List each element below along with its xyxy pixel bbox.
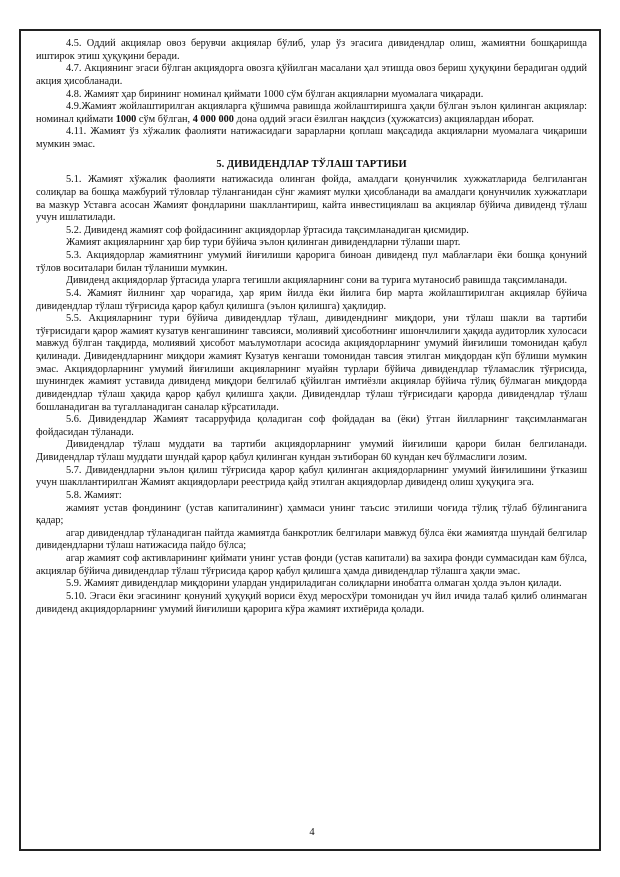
paragraph-5-8-item-3: агар жамият соф активларининг қиймати унинг устав фонди (устав капитали) ва захира фонди суммасидан кам бўлса, акциялар бўйича дивидендлар тўлаш тўғрисида қарор қабул қилишга ҳамда дивидендлар тўлашга ҳақли эмас. [36,553,587,577]
paragraph-5-2: 5.2. Дивиденд жамият соф фойдасининг акциядорлар ўртасида тақсимланадиган қисмидир. [66,224,469,236]
paragraph-4-5: 4.5. Оддий акциялар овоз берувчи акциялар бўлиб, улар ўз эгасига дивидендлар олиш, жамиятни бошқаришда иштирок этиш ҳуқуқини беради. [36,38,587,62]
section-title: 5. ДИВИДЕНДЛАР ТЎЛАШ ТАРТИБИ [216,158,407,170]
paragraph-5-3: 5.3. Акциядорлар жамиятнинг умумий йиғилиши қарорига биноан дивиденд пул маблағлари ёки бошқа қонуний тўлов воситалари билан тўланиши мумкин. [36,250,587,274]
document-page [19,29,601,851]
paragraph-5-2-cont: Жамият акцияларнинг ҳар бир тури бўйича эълон қилинган дивидендларни тўлаши шарт. [66,237,461,249]
document-body [36,38,587,616]
paragraph-5-5: 5.5. Акцияларнинг тури бўйича дивидендлар тўлаш, дивиденднинг миқдори, уни тўлаш шакли ва тартиби тўғрисидаги қарор жамият кузатув кенгашининг тавсияси, молиявий ҳисоботнинг ишончлилиги ҳақида аудиторлик хулосаси мавжуд бўлган тақдирда, молиявий ҳисобот маълумотлари асосида акциядорларнинг умумий йиғилиши томонидан қабул қилинади. Дивидендларнинг миқдори жамият Кузатув кенгаши томонидан тавсия этилган миқдордан кўп бўлиши мумкин эмас. Акциядорларнинг умумий йиғилиши акцияларнинг муайян турлари бўйича дивидендлар тўламаслик тўғрисида, шунингдек жамият уставида дивиденд миқдори белгилаб қўйилган имтиёзли акциялар бўйича тўлиқ бўлмаган миқдорда дивидендлар тўлаш ҳақида қарор қабул қилишга ҳақли. Дивидендлар тўлаш тўғрисидаги қарорда дивидендлар тўлаш бошланадиган ва тугалланадиган саналар кўрсатилади. [36,313,587,413]
paragraph-5-10: 5.10. Эгаси ёки эгасининг қонуний ҳуқуқий вориси ёхуд меросхўри томонидан уч йил ичида талаб қилиб олинмаган дивиденд акциядорларнинг умумий йиғилиши қарорига кўра жамият ихтиёрида қолади. [36,590,587,615]
paragraph-5-4: 5.4. Жамият йилнинг ҳар чорагида, ҳар ярим йилда ёки йилига бир марта жойлаштирилган акциялар бўйича дивидендлар тўлаш тўғрисида қарор қабул қилишга (эълон қилишга) ҳақлидир. [36,287,587,312]
paragraph-5-6: 5.6. Дивидендлар Жамият тасарруфида қоладиган соф фойдадан ва (ёки) ўтган йилларнинг тақсимланмаган фойдасидан тўланади. [36,414,587,438]
paragraph-4-8: 4.8. Жамият ҳар бирининг номинал қиймати 1000 сўм бўлган акцияларни муомалага чиқаради. [66,88,484,100]
paragraph-4-11: 4.11. Жамият ўз хўжалик фаолияти натижасидаги зарарларни қоплаш мақсадида акцияларни муомалага чиқариши мумкин эмас. [36,126,587,150]
paragraph-5-8-item-1: жамият устав фондининг (устав капиталининг) ҳаммаси унинг таъсис этилиши чоғида тўлиқ тўлаб бўлинганига қадар; [36,502,587,527]
paragraph-4-7: 4.7. Акциянинг эгаси бўлган акциядорга овозга қўйилган масалани ҳал этишда овоз бериш ҳуқуқини берадиган оддий акция ҳисобланади. [36,63,587,87]
paragraph-4-9-text-1: 4.9.Жамият жойлаштирилган акцияларга қўшимча равишда жойлаштиришга ҳақли бўлган эълон қилинган акциялар: номинал қиймати [36,101,587,125]
paragraph-5-8: 5.8. Жамият: [66,489,122,501]
paragraph-4-9-text-3: дона оддий эгаси ёзилган нақдсиз (ҳужжатсиз) акциялардан иборат. [233,113,535,125]
paragraph-4-9-text-2: сўм бўлган, [136,113,193,125]
page-number: 4 [309,827,315,838]
share-count: 4 000 000 [192,113,234,125]
nominal-value: 1000 [115,113,137,125]
paragraph-5-7: 5.7. Дивидендларни эълон қилиш тўғрисида қарор қабул қилинган акциядорларнинг умумий йиғилишини ўтказиш учун шакллантирилган Жамият акциядорлари реестрида қайд этилган акциядорлар дивиденд олиш ҳуқуқига эга. [36,464,587,489]
paragraph-4-9 [36,101,587,126]
paragraph-5-3-cont: Дивиденд акциядорлар ўртасида уларга тегишли акцияларнинг сони ва турига мутаносиб равишда тақсимланади. [66,275,568,287]
paragraph-5-6-cont: Дивидендлар тўлаш муддати ва тартиби акциядорларнинг умумий йиғилиши қарори билан белгиланади. Дивидендлар тўлаш муддати шундай қарор қабул қилинган кундан эътиборан 60 кундан кеч бўлмаслиги лозим. [36,439,587,463]
paragraph-5-9: 5.9. Жамият дивидендлар миқдорини улардан ундириладиган солиқларни инобатга олмаган ҳолда эълон қилади. [66,578,562,590]
paragraph-5-8-item-2: агар дивидендлар тўланадиган пайтда жамиятда банкротлик белгилари мавжуд бўлса ёки жамиятда шундай белгилар дивидендларни тўлаш натижасида пайдо бўлса; [36,527,587,552]
paragraph-5-1: 5.1. Жамият хўжалик фаолияти натижасида олинган фойда, амалдаги қонунчилик хужжатларида белгиланган солиқлар ва бошқа мажбурий тўловлар тўланганидан сўнг жамият мулки ҳисобланади ва амалдаги қонунчилик хужжатлари ва мазкур Уставга асосан Жамият фондларини шакллантириш, кайта инвестициялаш ва акциялар бўйича дивиденд тўлаш учун ишлатилади. [36,174,587,224]
